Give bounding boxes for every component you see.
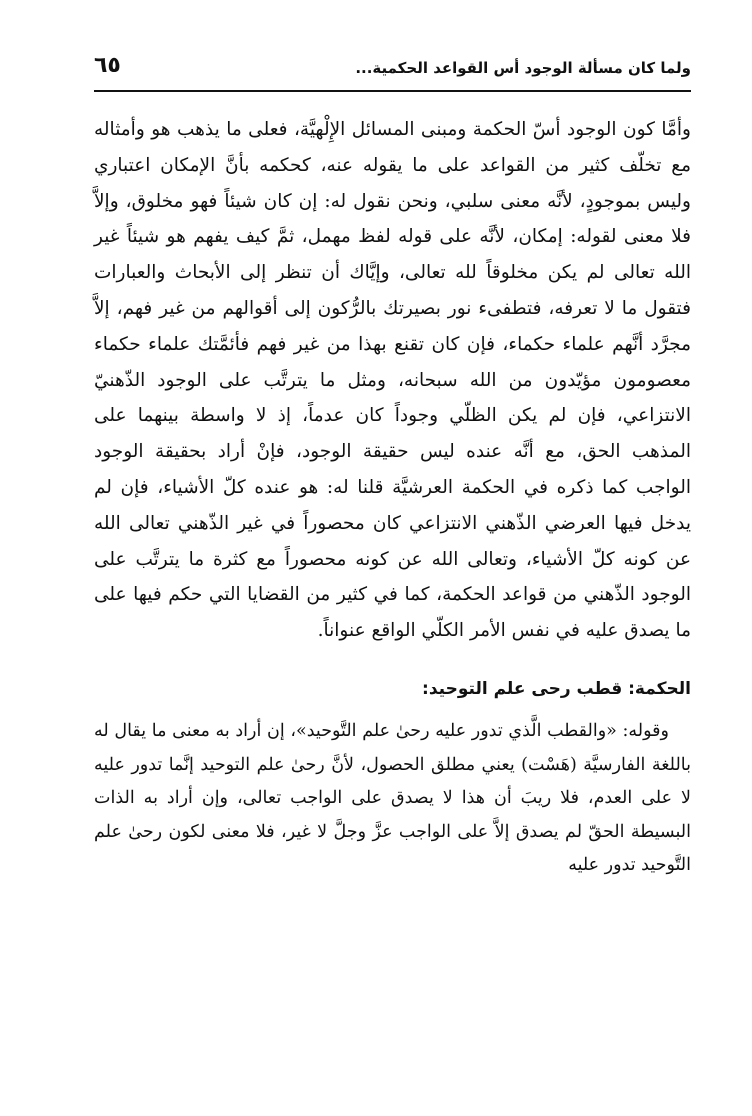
section-heading: الحكمة: قطب رحى علم التوحيد: bbox=[422, 678, 691, 699]
running-title: ولما كان مسألة الوجود أس القواعد الحكمية... bbox=[355, 59, 691, 77]
page-number: ٦٥ bbox=[94, 53, 121, 78]
header-divider bbox=[94, 90, 691, 92]
page-header bbox=[94, 52, 691, 86]
paragraph-2: وقوله: «والقطب الَّذي تدور عليه رحىٰ علم التَّوحيد»، إن أراد به معنى ما يقال له باللغة الفارسيَّة (هَسْت) يعني مطلق الحصول، لأنَّ رحىٰ علم التوحيد إنَّما تدور عليه لا على العدم، فلا ريبَ أن هذا لا يصدق على الواجب تعالى، وإن أراد به الذات البسيطة الحقّ لم يصدق إلاَّ على الواجب عزَّ وجلَّ لا غير، فلا معنى لكون رحىٰ علم التَّوحيد تدور عليه bbox=[94, 720, 691, 876]
body-text bbox=[94, 112, 691, 883]
paragraph-1: وأمَّا كون الوجود أسّ الحكمة ومبنى المسائل الإِلْهيَّة، فعلى ما يذهب هو وأمثاله مع تخلّف كثير من القواعد على ما يقوله عنه، كحكمه بأنَّ الإمكان اعتباري وليس بموجودٍ، لأنَّه معنى سلبي، ونحن نقول له: إن كان شيئاً فهو مخلوق، وإلاَّ فلا معنى لقوله: إمكان، لأنَّه على قوله لفظ مهمل، ثمَّ كيف يفهم هو شيئاً غير الله تعالى لم يكن مخلوقاً لله تعالى، وإيَّاك أن تنظر إلى الأبحاث والعبارات فتقول ما لا تعرفه، فتطفىء نور بصيرتك بالرُّكون إلى أقوالهم من غير فهم، إلاَّ مجرَّد أنَّهم علماء حكماء، فإن كان تقنع بهذا من غير فهم فأئمَّتك علماء حكماء معصومون مؤيّدون من الله سبحانه، ومثل ما يترتَّب على الوجود الذّهنيّ الانتزاعي، فإن لم يكن الظلّي وجوداً كان عدماً، إذ لا واسطة بينهما على المذهب الحق، مع أنَّه عنده ليس حقيقة الوجود، فإنْ أراد بحقيقة الوجود الواجب كما ذكره في الحكمة العرشيَّة قلنا له: هو عنده كلّ الأشياء، فإن لم يدخل فيها العرضي الذّهني الانتزاعي كان محصوراً في غير الذّهني تعالى الله عن كونه كلّ الأشياء، وتعالى الله عن كونه محصوراً مع كثرة ما يترتَّب على الوجود الذّهني من قواعد الحكمة، كما في كثير من القضايا التي حكم فيها على ما يصدق عليه في نفس الأمر الكلّي الواقع عنواناً. bbox=[94, 119, 691, 642]
